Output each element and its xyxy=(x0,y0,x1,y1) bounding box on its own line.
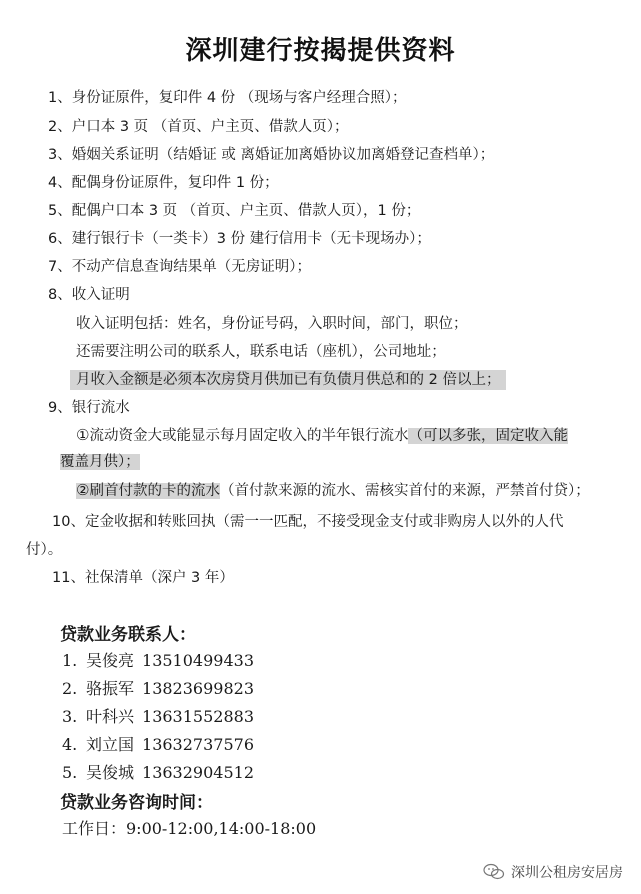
item-text: 户口本 3 页 （首页、户主页、借款人页）； xyxy=(71,119,349,135)
list-item xyxy=(48,143,494,164)
bank-statement-1 xyxy=(76,424,568,445)
list-item xyxy=(52,510,563,531)
bank-statement-1-cont xyxy=(60,450,140,471)
contact-name: 吴俊亮 xyxy=(86,651,135,670)
bank-statement-2 xyxy=(76,479,590,500)
item-number: 3、 xyxy=(48,147,72,163)
item-number: 2、 xyxy=(48,119,72,135)
item-text: 银行流水 xyxy=(71,400,130,416)
list-item xyxy=(48,171,279,192)
item-number: 8、 xyxy=(48,287,72,303)
item-text: 配偶户口本 3 页 （首页、户主页、借款人页），1 份； xyxy=(71,203,421,219)
item-number: 5、 xyxy=(48,203,72,219)
income-detail-2: 还需要注明公司的联系人，联系电话（座机），公司地址； xyxy=(76,344,446,360)
contact-name: 叶科兴 xyxy=(86,707,135,726)
item-text: 定金收据和转账回执（需一一匹配，不接受现金支付或非购房人以外的人代 xyxy=(84,514,564,530)
item-text: 建行银行卡（一类卡）3 份 建行信用卡（无卡现场办）； xyxy=(71,231,431,247)
list-item xyxy=(48,227,431,248)
income-detail-3 xyxy=(70,368,506,389)
contact-number: 3. xyxy=(62,707,78,726)
item-number: 1、 xyxy=(48,90,72,106)
highlighted-text: 月收入金额是必须本次房贷月供加已有负债月供总和的 2 倍以上； xyxy=(70,370,506,390)
item-number: 9、 xyxy=(48,400,72,416)
contact-phone[interactable]: 13632737576 xyxy=(142,735,254,754)
contact-row xyxy=(62,704,254,727)
list-item xyxy=(48,199,420,220)
list-item xyxy=(48,86,407,107)
contact-row xyxy=(62,732,254,755)
highlighted-text xyxy=(76,483,220,499)
list-item xyxy=(48,396,130,417)
page-title: 深圳建行按揭提供资料 xyxy=(185,36,456,66)
watermark xyxy=(483,862,623,882)
item-number: 6、 xyxy=(48,231,72,247)
contact-name: 刘立国 xyxy=(86,735,135,754)
income-detail-1: 收入证明包括：姓名，身份证号码，入职时间，部门，职位； xyxy=(76,316,468,332)
contact-row xyxy=(62,760,254,783)
item-text: 身份证原件，复印件 4 份 （现场与客户经理合照）； xyxy=(71,90,407,106)
circled-number-1: ① xyxy=(76,426,90,444)
item-text: 配偶身份证原件，复印件 1 份； xyxy=(71,175,279,191)
item-text: 不动产信息查询结果单（无房证明）； xyxy=(71,259,311,275)
highlighted-text: 覆盖月供）； xyxy=(60,454,140,470)
contact-number: 5. xyxy=(62,763,78,782)
contact-number: 1. xyxy=(62,651,78,670)
contact-row xyxy=(62,648,254,671)
contact-name: 骆振军 xyxy=(86,679,135,698)
contact-phone[interactable]: 13823699823 xyxy=(142,679,254,698)
watermark-text: 深圳公租房安居房 xyxy=(511,865,623,881)
list-item xyxy=(48,283,130,304)
bank-statement-note: （首付款来源的流水、需核实首付的来源，严禁首付贷）； xyxy=(219,483,590,499)
bank-statement-text: 流动资金大或能显示每月固定收入的半年银行流水 xyxy=(89,428,409,444)
contact-phone[interactable]: 13631552883 xyxy=(142,707,254,726)
hours-heading: 贷款业务咨询时间： xyxy=(60,793,213,813)
list-item xyxy=(52,566,234,587)
contact-phone[interactable]: 13632904512 xyxy=(142,763,254,782)
circled-number-2: ② xyxy=(76,481,90,499)
contact-number: 4. xyxy=(62,735,78,754)
bank-statement-text: 刷首付款的卡的流水 xyxy=(89,483,220,499)
list-item xyxy=(48,115,349,136)
contact-name: 吴俊城 xyxy=(86,763,135,782)
list-item xyxy=(48,255,311,276)
contact-number: 2. xyxy=(62,679,78,698)
working-hours: 工作日：9:00-12:00,14:00-18:00 xyxy=(62,819,317,838)
contacts-heading: 贷款业务联系人： xyxy=(60,625,196,645)
highlighted-text: （可以多张，固定收入能 xyxy=(408,428,568,444)
item-text: 收入证明 xyxy=(71,287,130,303)
contact-row xyxy=(62,676,254,699)
item-number: 10、 xyxy=(52,514,85,530)
item-10-cont: 付）。 xyxy=(26,542,63,558)
item-text: 社保清单（深户 3 年） xyxy=(84,570,234,586)
item-number: 4、 xyxy=(48,175,72,191)
contact-phone[interactable]: 13510499433 xyxy=(142,651,254,670)
wechat-icon xyxy=(483,863,505,881)
item-text: 婚姻关系证明（结婚证 或 离婚证加离婚协议加离婚登记查档单）； xyxy=(71,147,495,163)
item-number: 11、 xyxy=(52,570,85,586)
item-number: 7、 xyxy=(48,259,72,275)
